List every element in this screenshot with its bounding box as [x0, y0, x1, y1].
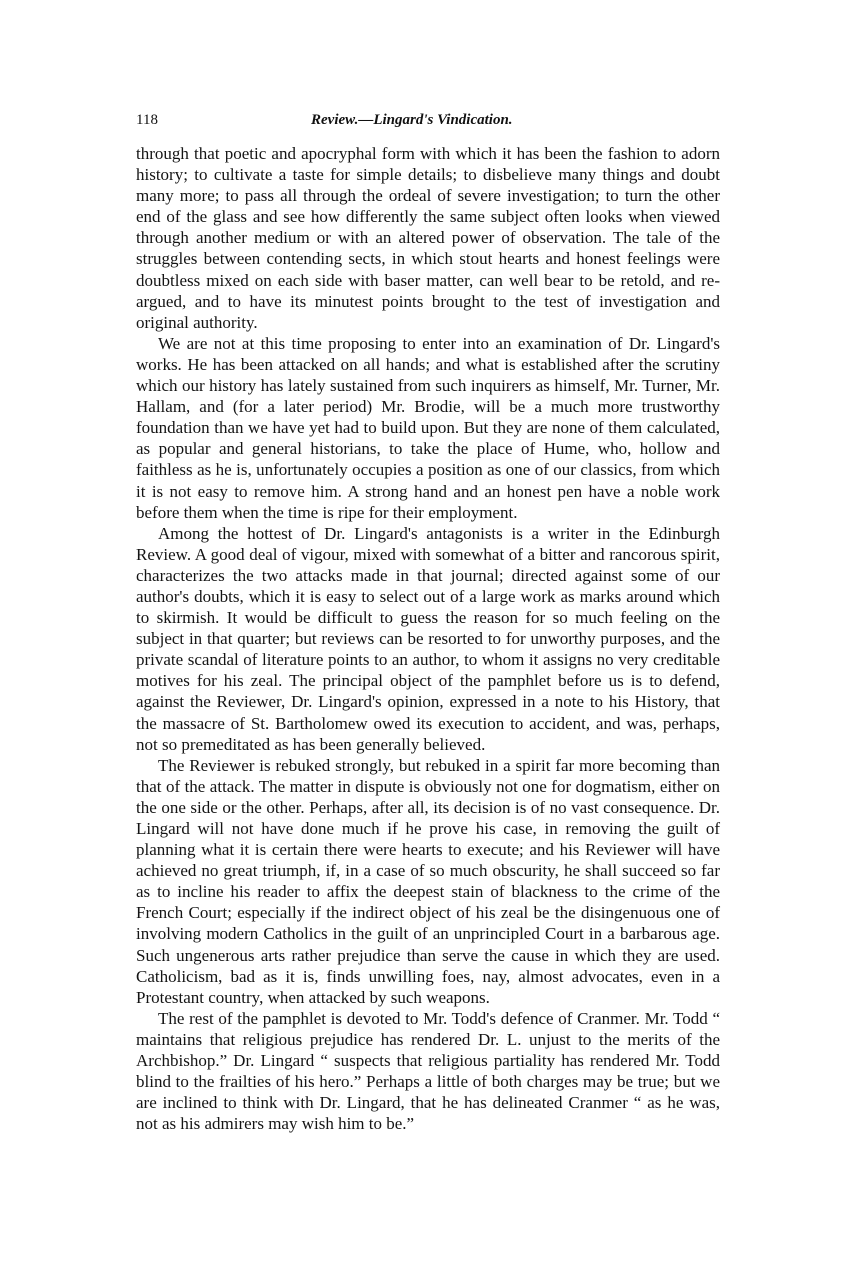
- paragraph: We are not at this time proposing to enter into an examination of Dr. Lingard's works. He has been attacked on all hands; and what is established after the scrutiny which our history has lately sustained from such inquirers as himself, Mr. Turner, Mr. Hallam, and (for a later period) Mr. Brodie, will be a much more trustworthy foundation than we have yet had to build upon. But they are none of them calculated, as popular and general historians, to take the place of Hume, who, hollow and faithless as he is, unfortunately occupies a position as one of our classics, from which it is not easy to remove him. A strong hand and an honest pen have a noble work before them when the time is ripe for their employment.: [136, 333, 720, 522]
- paragraph: through that poetic and apocryphal form with which it has been the fashion to adorn history; to cultivate a taste for simple details; to disbelieve many things and doubt many more; to pass all through the ordeal of severe investigation; to turn the other end of the glass and see how differently the same subject often looks when viewed through another medium or with an altered power of observation. The tale of the struggles between contending sects, in which stout hearts and honest feelings were doubtless mixed on each side with baser matter, can well bear to be retold, and re-argued, and to have its minutest points brought to the test of investigation and original authority.: [136, 144, 720, 332]
- page-header: [136, 112, 720, 134]
- body-text: [136, 143, 720, 1134]
- page-number: 118: [136, 112, 158, 128]
- running-title: Review.—Lingard's Vindication.: [311, 112, 513, 128]
- paragraph: Among the hottest of Dr. Lingard's antagonists is a writer in the Edinburgh Review. A good deal of vigour, mixed with somewhat of a bitter and rancorous spirit, characterizes the two attacks made in that journal; directed against some of our author's doubts, which it is easy to select out of a large work as marks around which to skirmish. It would be difficult to guess the reason for so much feeling on the subject in that quarter; but reviews can be resorted to for unworthy purposes, and the private scandal of literature points to an author, to whom it assigns no very creditable motives for his zeal. The principal object of the pamphlet before us is to defend, against the Reviewer, Dr. Lingard's opinion, expressed in a note to his History, that the massacre of St. Bartholomew owed its execution to accident, and was, perhaps, not so premeditated as has been generally believed.: [136, 523, 720, 754]
- paragraph: The Reviewer is rebuked strongly, but rebuked in a spirit far more becoming than that of the attack. The matter in dispute is obviously not one for dogmatism, either on the one side or the other. Perhaps, after all, its decision is of no vast consequence. Dr. Lingard will not have done much if he prove his case, in removing the guilt of planning what it is certain there were hearts to execute; and his Reviewer will have achieved no great triumph, if, in a case of so much obscurity, he shall succeed so far as to incline his reader to affix the deepest stain of blackness to the crime of the French Court; especially if the indirect object of his zeal be the disingenuous one of involving modern Catholics in the guilt of an unprincipled Court in a barbarous age. Such ungenerous arts rather prejudice than serve the cause in which they are used. Catholicism, bad as it is, finds unwilling foes, nay, almost advocates, even in a Protestant country, when attacked by such weapons.: [136, 755, 720, 1007]
- paragraph: The rest of the pamphlet is devoted to Mr. Todd's defence of Cranmer. Mr. Todd “ maintains that religious prejudice has rendered Dr. L. unjust to the merits of the Archbishop.” Dr. Lingard “ suspects that religious partiality has rendered Mr. Todd blind to the frailties of his hero.” Perhaps a little of both charges may be true; but we are inclined to think with Dr. Lingard, that he has delineated Cranmer “ as he was, not as his admirers may wish him to be.”: [136, 1008, 720, 1134]
